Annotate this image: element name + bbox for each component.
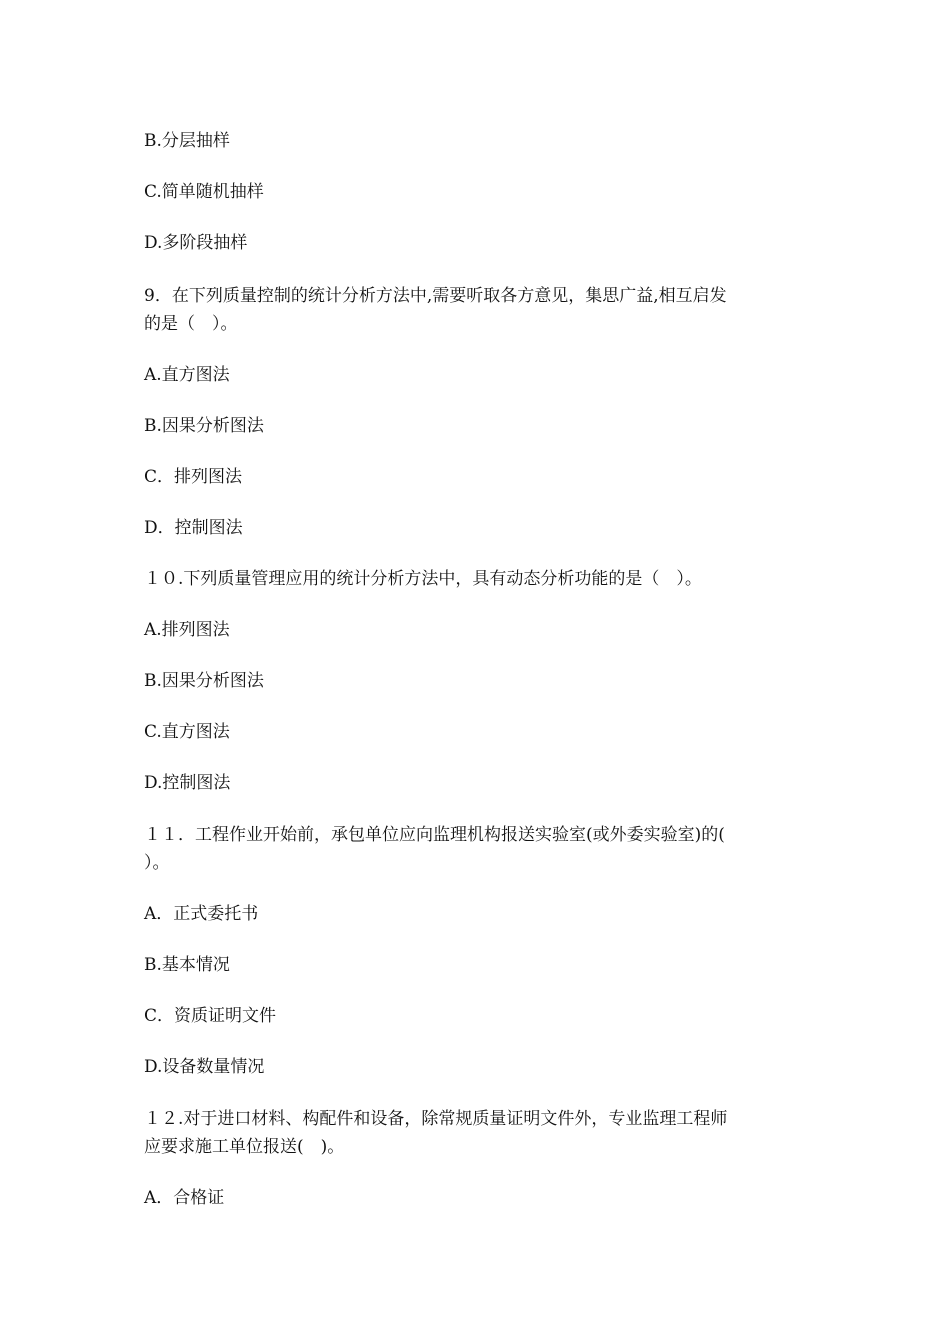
question-9-line-1: 9．在下列质量控制的统计分析方法中,需要听取各方意见，集思广益,相互启发 <box>144 286 727 306</box>
q9-option-d: D．控制图法 <box>144 518 243 538</box>
q11-option-c: C．资质证明文件 <box>144 1006 277 1026</box>
question-9-line-2: 的是（ ）。 <box>144 314 238 334</box>
q11-option-b: B.基本情况 <box>144 955 230 975</box>
q12-option-a: A．合格证 <box>144 1188 225 1208</box>
option-d-multistage-sampling: D.多阶段抽样 <box>144 233 248 253</box>
question-11-line-1: １１．工程作业开始前，承包单位应向监理机构报送实验室(或外委实验室)的( <box>144 825 725 845</box>
q11-option-a: A．正式委托书 <box>144 904 259 924</box>
q10-option-c: C.直方图法 <box>144 722 230 742</box>
q9-option-b: B.因果分析图法 <box>144 416 264 436</box>
q10-option-b: B.因果分析图法 <box>144 671 264 691</box>
question-12-line-2: 应要求施工单位报送( )。 <box>144 1137 345 1157</box>
question-11-line-2: ）。 <box>144 853 170 873</box>
question-10: １０.下列质量管理应用的统计分析方法中，具有动态分析功能的是（ ）。 <box>144 569 702 589</box>
option-c-simple-random-sampling: C.简单随机抽样 <box>144 182 264 202</box>
q9-option-c: C．排列图法 <box>144 467 243 487</box>
option-b-stratified-sampling: B.分层抽样 <box>144 131 230 151</box>
q10-option-d: D.控制图法 <box>144 773 231 793</box>
q9-option-a: A.直方图法 <box>144 365 230 385</box>
q10-option-a: A.排列图法 <box>144 620 230 640</box>
q11-option-d: D.设备数量情况 <box>144 1057 265 1077</box>
question-12-line-1: １２.对于进口材料、构配件和设备，除常规质量证明文件外，专业监理工程师 <box>144 1109 728 1129</box>
